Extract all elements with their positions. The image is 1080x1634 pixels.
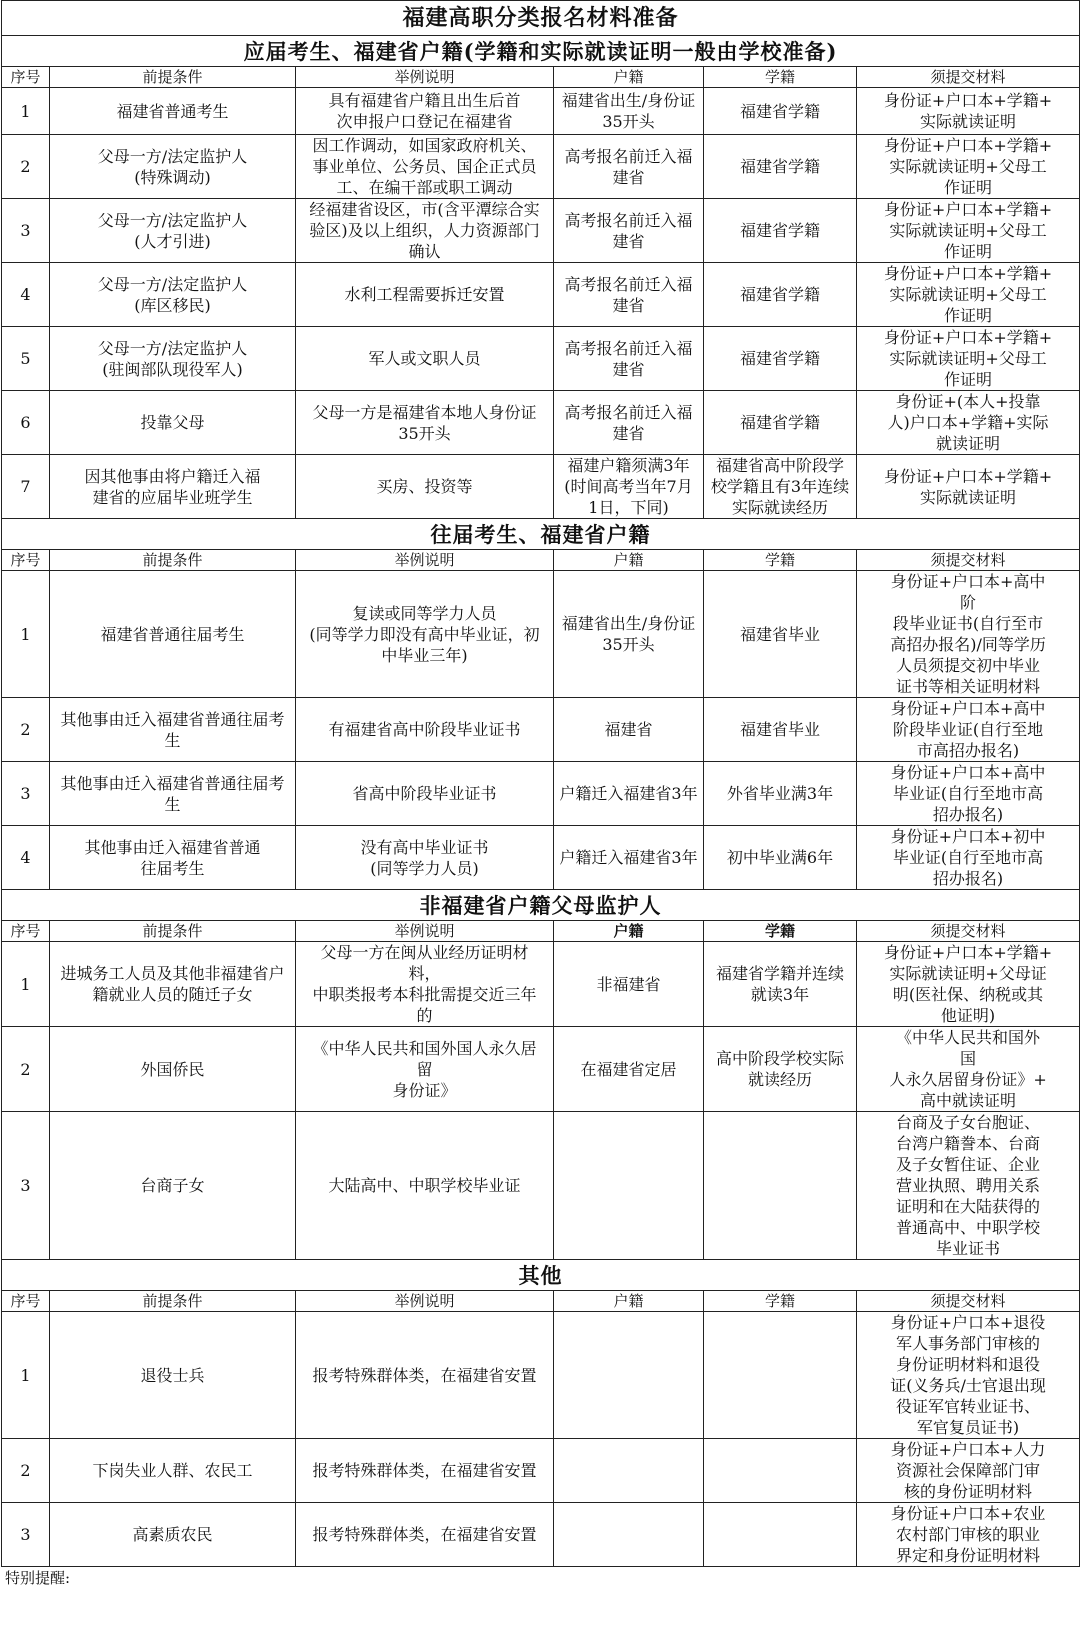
row-condition: 其他事由迁入福建省普通往届考 生 [50, 762, 296, 826]
row-number: 2 [2, 1027, 50, 1112]
table-row [2, 571, 1080, 698]
row-condition: 父母一方/法定监护人 (库区移民) [50, 263, 296, 327]
row-materials: 台商及子女台胞证、 台湾户籍誊本、台商 及子女暂住证、企业 营业执照、聘用关系 证明和在大陆获得的 普通高中、中职学校 毕业证书 [857, 1112, 1080, 1260]
header-huji: 户籍 [554, 1291, 704, 1312]
row-materials: 身份证+户口本+学籍+ 实际就读证明 [857, 455, 1080, 519]
header-materials: 须提交材料 [857, 67, 1080, 88]
row-xueji: 福建省学籍 [704, 88, 857, 135]
header-example: 举例说明 [296, 921, 554, 942]
header-materials: 须提交材料 [857, 921, 1080, 942]
table-row [2, 327, 1080, 391]
row-materials: 身份证+户口本+学籍+ 实际就读证明 [857, 88, 1080, 135]
row-example: 报考特殊群体类，在福建省安置 [296, 1312, 554, 1439]
row-number: 5 [2, 327, 50, 391]
row-xueji: 福建省毕业 [704, 698, 857, 762]
header-no: 序号 [2, 1291, 50, 1312]
table-row [2, 1439, 1080, 1503]
row-condition: 高素质农民 [50, 1503, 296, 1567]
row-example: 大陆高中、中职学校毕业证 [296, 1112, 554, 1260]
row-materials: 身份证+户口本+学籍+ 实际就读证明+父母证 明(医社保、纳税或其 他证明) [857, 942, 1080, 1027]
row-materials: 《中华人民共和国外 国 人永久居留身份证》+ 高中就读证明 [857, 1027, 1080, 1112]
header-no: 序号 [2, 67, 50, 88]
table-row [2, 199, 1080, 263]
column-header-row [2, 67, 1080, 88]
table-row [2, 135, 1080, 199]
row-condition: 其他事由迁入福建省普通 往届考生 [50, 826, 296, 890]
header-huji: 户籍 [554, 921, 704, 942]
row-condition: 因其他事由将户籍迁入福 建省的应届毕业班学生 [50, 455, 296, 519]
row-huji: 高考报名前迁入福 建省 [554, 391, 704, 455]
row-huji: 福建户籍须满3年 (时间高考当年7月 1日，下同) [554, 455, 704, 519]
row-example: 军人或文职人员 [296, 327, 554, 391]
row-materials: 身份证+户口本+高中 阶 段毕业证书(自行至市 高招办报名)/同等学历 人员须提交初中毕业 证书等相关证明材料 [857, 571, 1080, 698]
header-condition: 前提条件 [50, 550, 296, 571]
header-condition: 前提条件 [50, 921, 296, 942]
row-example: 《中华人民共和国外国人永久居 留 身份证》 [296, 1027, 554, 1112]
section-title: 往届考生、福建省户籍 [2, 519, 1080, 550]
table-row [2, 455, 1080, 519]
header-example: 举例说明 [296, 1291, 554, 1312]
row-huji [554, 1112, 704, 1260]
row-huji [554, 1312, 704, 1439]
row-xueji: 福建省学籍 [704, 391, 857, 455]
row-huji: 高考报名前迁入福 建省 [554, 327, 704, 391]
row-example: 报考特殊群体类，在福建省安置 [296, 1503, 554, 1567]
row-huji: 在福建省定居 [554, 1027, 704, 1112]
material-table-wrapper [1, 0, 1079, 1587]
header-example: 举例说明 [296, 67, 554, 88]
row-condition: 福建省普通往届考生 [50, 571, 296, 698]
row-number: 2 [2, 698, 50, 762]
table-row [2, 1312, 1080, 1439]
row-example: 没有高中毕业证书 (同等学力人员) [296, 826, 554, 890]
table-row [2, 1503, 1080, 1567]
section-title: 应届考生、福建省户籍(学籍和实际就读证明一般由学校准备) [2, 36, 1080, 67]
header-xueji: 学籍 [704, 921, 857, 942]
row-materials: 身份证+户口本+学籍+ 实际就读证明+父母工 作证明 [857, 135, 1080, 199]
table-row [2, 942, 1080, 1027]
row-materials: 身份证+户口本+农业 农村部门审核的职业 界定和身份证明材料 [857, 1503, 1080, 1567]
row-materials: 身份证+(本人+投靠 人)户口本+学籍+实际 就读证明 [857, 391, 1080, 455]
row-condition: 父母一方/法定监护人 (驻闽部队现役军人) [50, 327, 296, 391]
row-condition: 投靠父母 [50, 391, 296, 455]
row-materials: 身份证+户口本+学籍+ 实际就读证明+父母工 作证明 [857, 327, 1080, 391]
row-example: 经福建省设区，市(含平潭综合实 验区)及以上组织，人力资源部门 确认 [296, 199, 554, 263]
column-header-row [2, 550, 1080, 571]
row-condition: 父母一方/法定监护人 (特殊调动) [50, 135, 296, 199]
header-huji: 户籍 [554, 67, 704, 88]
row-condition: 外国侨民 [50, 1027, 296, 1112]
row-xueji: 福建省毕业 [704, 571, 857, 698]
row-example: 因工作调动，如国家政府机关、 事业单位、公务员、国企正式员 工、在编干部或职工调动 [296, 135, 554, 199]
row-huji: 高考报名前迁入福 建省 [554, 135, 704, 199]
row-huji: 福建省出生/身份证 35开头 [554, 88, 704, 135]
row-number: 1 [2, 1312, 50, 1439]
table-row [2, 698, 1080, 762]
row-xueji [704, 1312, 857, 1439]
row-xueji: 高中阶段学校实际 就读经历 [704, 1027, 857, 1112]
row-materials: 身份证+户口本+退役 军人事务部门审核的 身份证明材料和退役 证(义务兵/士官退出现 役证军官转业证书、 军官复员证书) [857, 1312, 1080, 1439]
row-example: 具有福建省户籍且出生后首 次申报户口登记在福建省 [296, 88, 554, 135]
page-title: 福建高职分类报名材料准备 [2, 1, 1080, 36]
row-materials: 身份证+户口本+高中 毕业证(自行至地市高 招办报名) [857, 762, 1080, 826]
row-number: 3 [2, 1112, 50, 1260]
header-xueji: 学籍 [704, 550, 857, 571]
header-materials: 须提交材料 [857, 550, 1080, 571]
table-row [2, 762, 1080, 826]
header-xueji: 学籍 [704, 67, 857, 88]
row-number: 4 [2, 826, 50, 890]
row-materials: 身份证+户口本+学籍+ 实际就读证明+父母工 作证明 [857, 263, 1080, 327]
row-materials: 身份证+户口本+人力 资源社会保障部门审 核的身份证明材料 [857, 1439, 1080, 1503]
row-condition: 其他事由迁入福建省普通往届考 生 [50, 698, 296, 762]
row-example: 父母一方在闽从业经历证明材 料， 中职类报考本科批需提交近三年 的 [296, 942, 554, 1027]
row-condition: 福建省普通考生 [50, 88, 296, 135]
column-header-row [2, 1291, 1080, 1312]
table-row [2, 263, 1080, 327]
row-xueji: 福建省学籍并连续 就读3年 [704, 942, 857, 1027]
row-example: 水利工程需要拆迁安置 [296, 263, 554, 327]
row-materials: 身份证+户口本+高中 阶段毕业证(自行至地 市高招办报名) [857, 698, 1080, 762]
header-no: 序号 [2, 550, 50, 571]
table-row [2, 826, 1080, 890]
row-number: 6 [2, 391, 50, 455]
row-number: 3 [2, 1503, 50, 1567]
row-materials: 身份证+户口本+初中 毕业证(自行至地市高 招办报名) [857, 826, 1080, 890]
row-xueji: 福建省学籍 [704, 199, 857, 263]
row-condition: 下岗失业人群、农民工 [50, 1439, 296, 1503]
row-materials: 身份证+户口本+学籍+ 实际就读证明+父母工 作证明 [857, 199, 1080, 263]
row-xueji: 初中毕业满6年 [704, 826, 857, 890]
table-row [2, 1112, 1080, 1260]
header-huji: 户籍 [554, 550, 704, 571]
row-number: 1 [2, 942, 50, 1027]
row-xueji [704, 1439, 857, 1503]
row-condition: 进城务工人员及其他非福建省户 籍就业人员的随迁子女 [50, 942, 296, 1027]
row-huji: 户籍迁入福建省3年 [554, 826, 704, 890]
row-huji: 福建省 [554, 698, 704, 762]
row-xueji: 福建省学籍 [704, 327, 857, 391]
row-huji: 福建省出生/身份证 35开头 [554, 571, 704, 698]
table-row [2, 88, 1080, 135]
row-number: 3 [2, 762, 50, 826]
row-number: 2 [2, 1439, 50, 1503]
row-number: 3 [2, 199, 50, 263]
material-table [1, 0, 1080, 1567]
row-huji [554, 1439, 704, 1503]
row-example: 父母一方是福建省本地人身份证 35开头 [296, 391, 554, 455]
row-huji: 高考报名前迁入福 建省 [554, 199, 704, 263]
header-no: 序号 [2, 921, 50, 942]
header-condition: 前提条件 [50, 67, 296, 88]
row-example: 复读或同等学力人员 (同等学力即没有高中毕业证，初 中毕业三年) [296, 571, 554, 698]
column-header-row [2, 921, 1080, 942]
row-huji: 高考报名前迁入福 建省 [554, 263, 704, 327]
row-number: 1 [2, 88, 50, 135]
row-number: 1 [2, 571, 50, 698]
row-huji: 户籍迁入福建省3年 [554, 762, 704, 826]
header-materials: 须提交材料 [857, 1291, 1080, 1312]
table-row [2, 391, 1080, 455]
row-xueji [704, 1503, 857, 1567]
row-example: 报考特殊群体类，在福建省安置 [296, 1439, 554, 1503]
footer-note: 特别提醒: [5, 1569, 71, 1587]
section-title: 其他 [2, 1260, 1080, 1291]
row-xueji: 外省毕业满3年 [704, 762, 857, 826]
header-example: 举例说明 [296, 550, 554, 571]
header-condition: 前提条件 [50, 1291, 296, 1312]
row-condition: 退役士兵 [50, 1312, 296, 1439]
row-huji: 非福建省 [554, 942, 704, 1027]
row-huji [554, 1503, 704, 1567]
header-xueji: 学籍 [704, 1291, 857, 1312]
row-condition: 台商子女 [50, 1112, 296, 1260]
row-xueji: 福建省学籍 [704, 135, 857, 199]
row-number: 7 [2, 455, 50, 519]
row-example: 有福建省高中阶段毕业证书 [296, 698, 554, 762]
row-xueji [704, 1112, 857, 1260]
row-xueji: 福建省高中阶段学 校学籍且有3年连续 实际就读经历 [704, 455, 857, 519]
row-condition: 父母一方/法定监护人 (人才引进) [50, 199, 296, 263]
row-xueji: 福建省学籍 [704, 263, 857, 327]
row-number: 4 [2, 263, 50, 327]
row-number: 2 [2, 135, 50, 199]
section-title: 非福建省户籍父母监护人 [2, 890, 1080, 921]
row-example: 买房、投资等 [296, 455, 554, 519]
row-example: 省高中阶段毕业证书 [296, 762, 554, 826]
table-row [2, 1027, 1080, 1112]
